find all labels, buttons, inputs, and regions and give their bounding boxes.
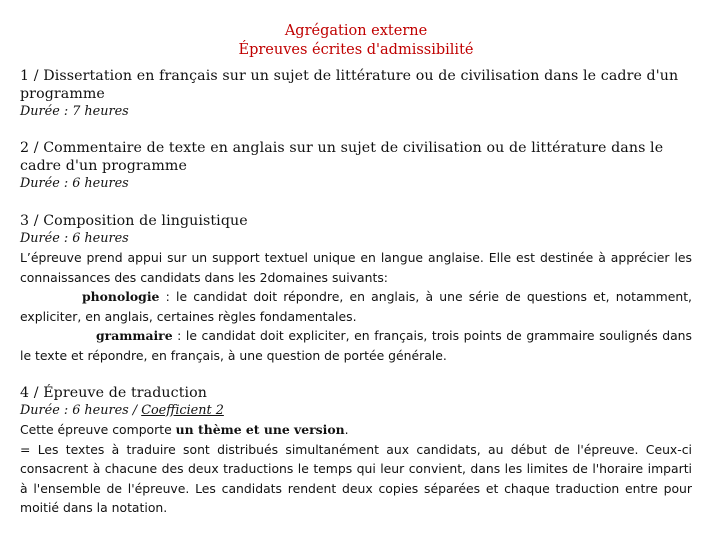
traduction-intro-end: . — [344, 422, 349, 437]
section-title: 1 / Dissertation en français sur un sujet de littérature ou de civilisation dans le cadre d'un programme — [20, 68, 679, 102]
section-title: 3 / Composition de linguistique — [20, 213, 248, 229]
phonologie-item — [20, 287, 692, 326]
section-duration: Durée : 7 heures — [20, 104, 129, 119]
section-duration: Durée : 6 heures — [20, 176, 129, 191]
page-subtitle: Épreuves écrites d'admissibilité — [238, 42, 474, 58]
grammaire-term: grammaire — [96, 328, 173, 343]
traduction-intro — [20, 420, 692, 440]
section-duration: Durée : 6 heures / — [20, 403, 142, 418]
phonologie-term: phonologie — [82, 289, 160, 304]
section-dissertation — [20, 67, 692, 121]
coefficient-label: Coefficient 2 — [141, 403, 224, 418]
grammaire-item — [20, 326, 692, 365]
traduction-intro-start: Cette épreuve comporte — [20, 422, 176, 437]
section-traduction — [20, 384, 692, 518]
section-title: 2 / Commentaire de texte en anglais sur un sujet de civilisation ou de littérature dans le cadre d'un programme — [20, 140, 664, 174]
page-title: Agrégation externe — [284, 23, 428, 39]
section-title: 4 / Épreuve de traduction — [20, 385, 208, 401]
phonologie-text: : le candidat doit répondre, en anglais, à une série de questions et, notamment, expliciter, en anglais, certaines règles fondamentales. — [20, 289, 692, 324]
section-duration: Durée : 6 heures — [20, 231, 129, 246]
grammaire-text: : le candidat doit expliciter, en français, trois points de grammaire soulignés dans le texte et répondre, en français, à une question de portée générale. — [20, 328, 692, 363]
section-intro: L’épreuve prend appui sur un support textuel unique en langue anglaise. Elle est destinée à apprécier les connaissances des candidats dans les 2domaines suivants: — [20, 250, 692, 285]
section-linguistique — [20, 212, 692, 365]
traduction-details: = Les textes à traduire sont distribués simultanément aux candidats, au début de l'épreuve. Ceux-ci consacrent à chacune des deux traductions le temps qui leur convient, dans les limites de l'horaire imparti à l'ensemble de l'épreuve. Les candidats rendent deux copies séparées et chaque traduction entre pour moitié dans la notation. — [20, 441, 692, 515]
traduction-intro-bold: un thème et une version — [175, 422, 345, 437]
section-duration-line — [20, 402, 692, 420]
section-commentaire — [20, 139, 692, 193]
document-page — [20, 0, 692, 518]
